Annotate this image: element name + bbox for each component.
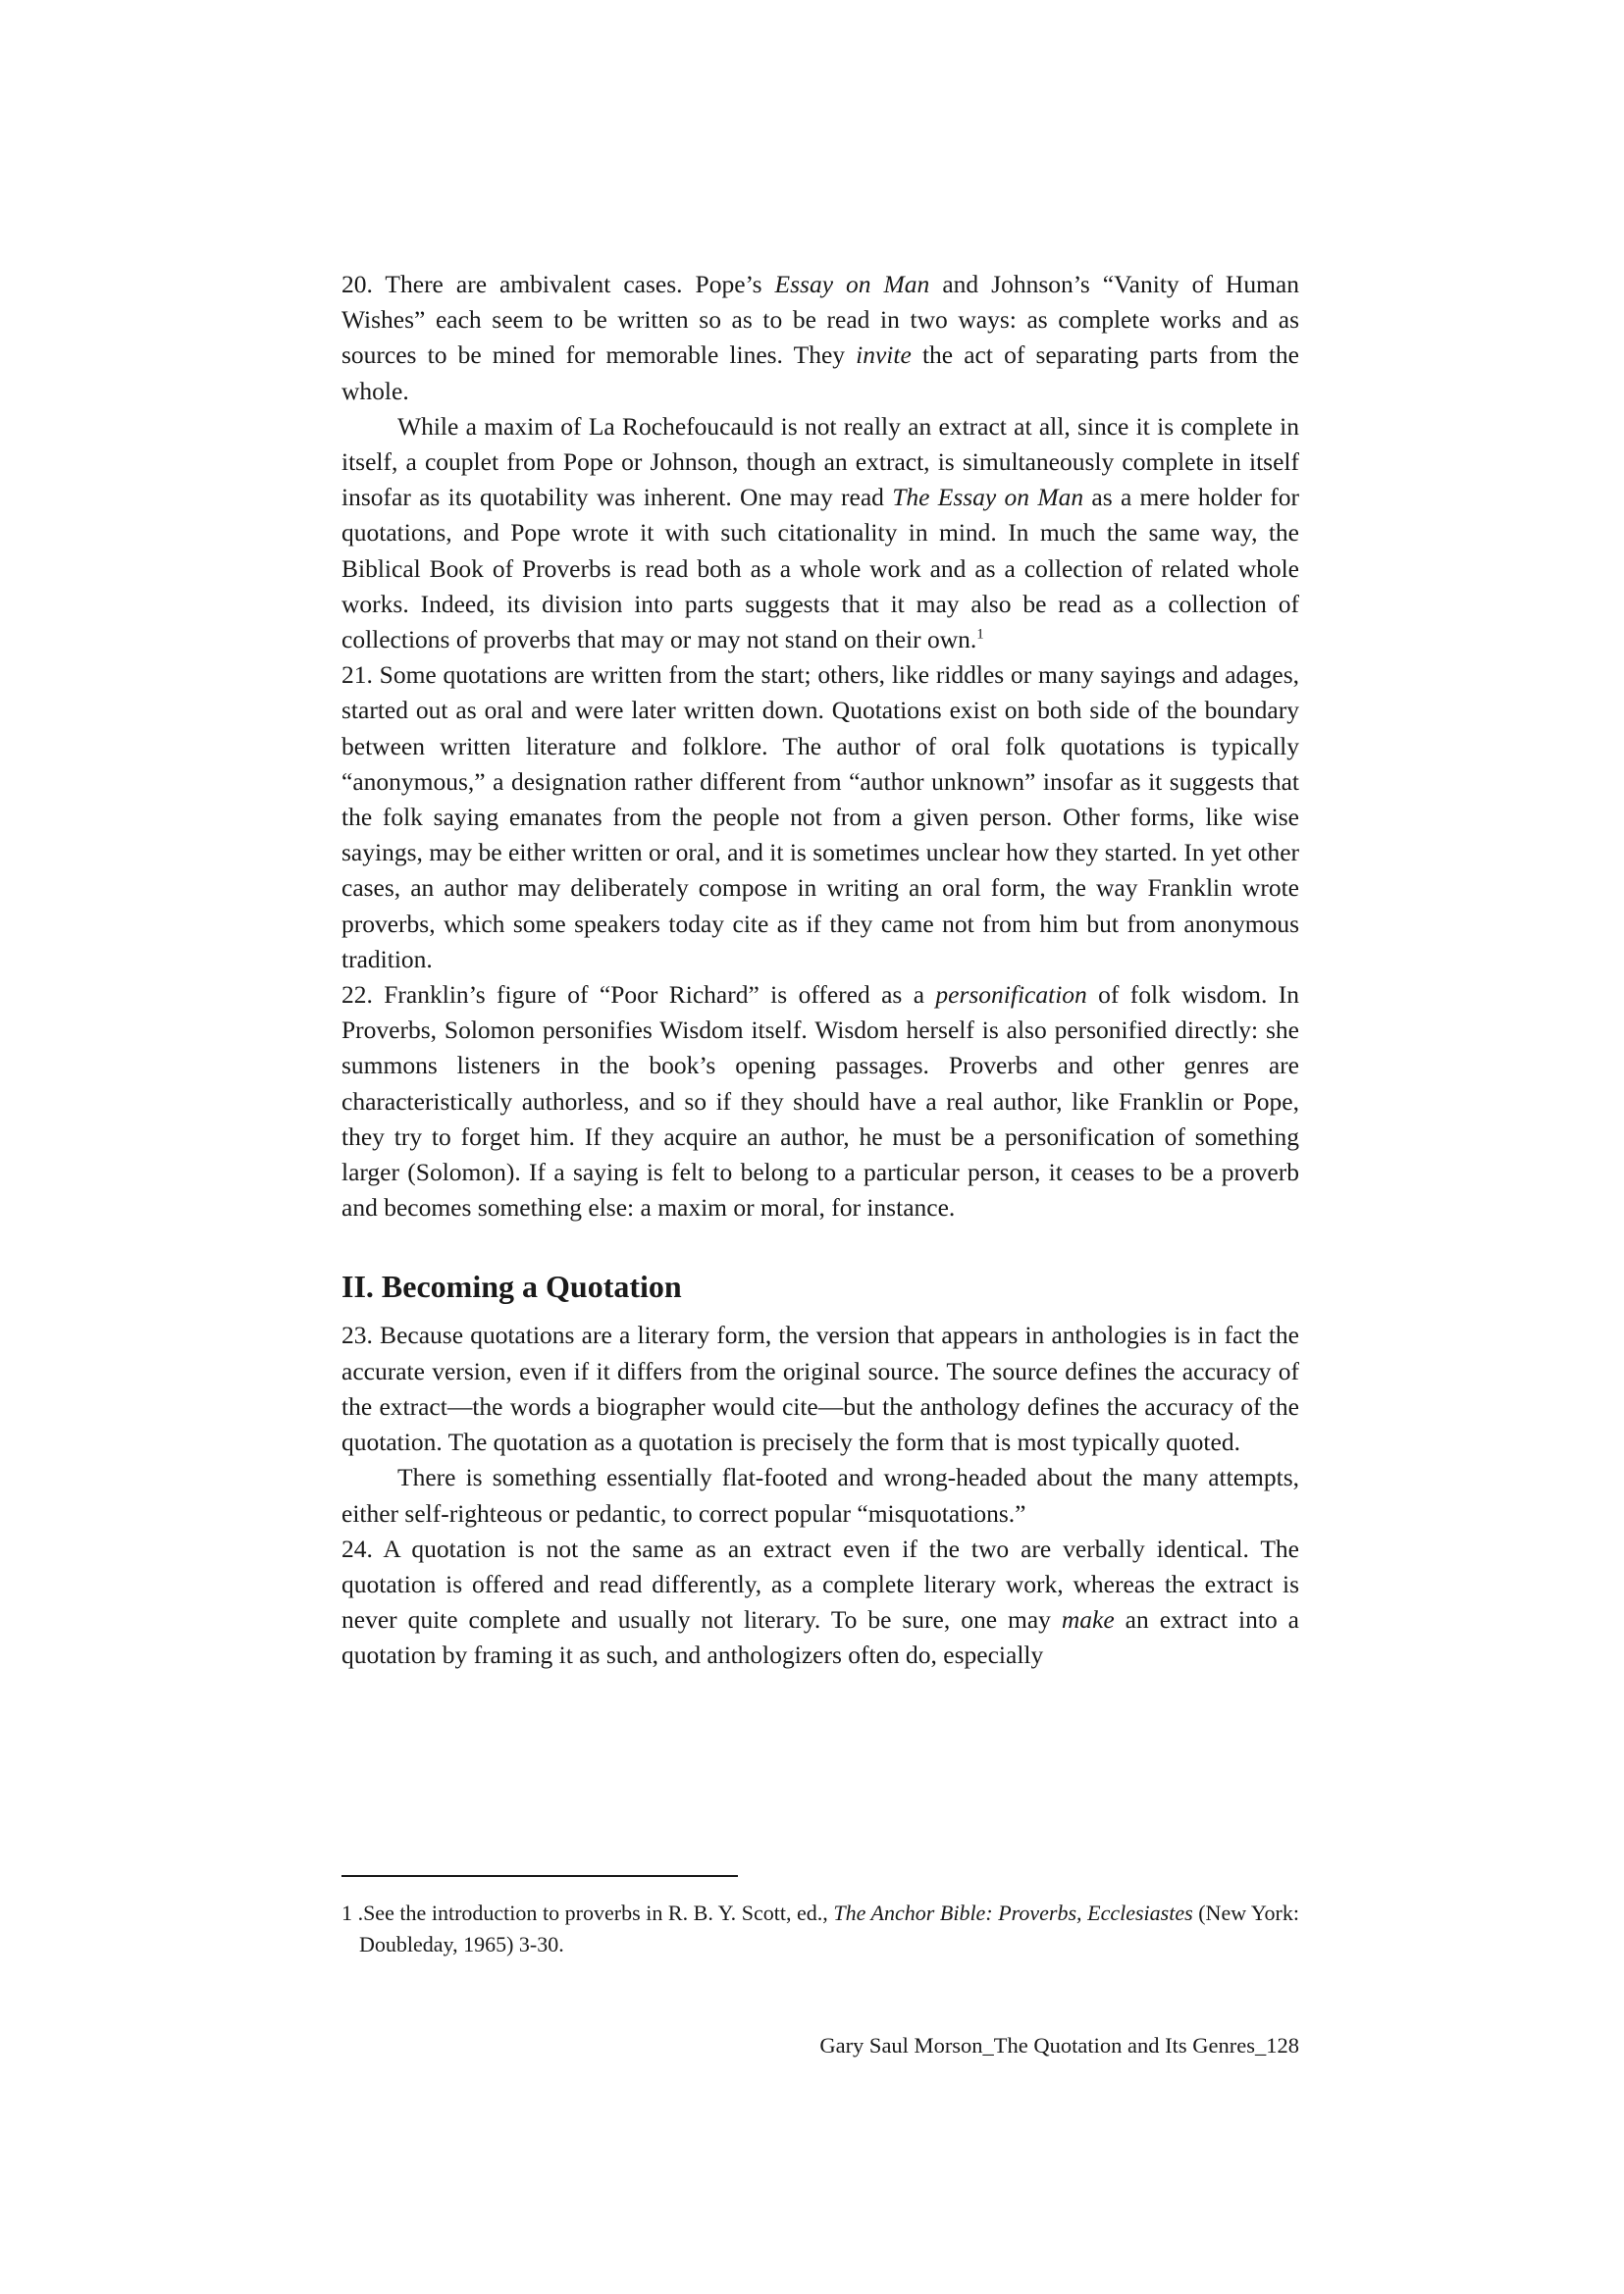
paragraph-20-continued-text-2: as a mere holder for quotations, and Pope wrote it with such citationality in mind. In much the same way, the Biblical Book of Proverbs is read both as a whole work and as a collection of related whole works. Indeed, its division into parts suggests that it may also be read as a collection of collections of proverbs that may or may not stand on their own. [341, 483, 1300, 654]
paragraph-20-text-2: and Johnson’s “Vanity of Human Wishes” each seem to be written so as to be read in two ways: as complete works and as sources to be mined for memorable lines. They [341, 270, 1299, 370]
paragraph-22 [341, 977, 1299, 1225]
paragraph-21: 21. Some quotations are written from the start; others, like riddles or many sayings and adages, started out as oral and were later written down. Quotations exist on both side of the boundary between written literature and folklore. The author of oral folk quotations is typically “anonymous,” a designation rather different from “author unknown” insofar as it suggests that the folk saying emanates from the people not from a given person. Other forms, like wise sayings, may be either written or oral, and it is sometimes unclear how they started. In yet other cases, an author may deliberately compose in writing an oral form, the way Franklin wrote proverbs, which some speakers today cite as if they came not from him but from anonymous tradition. [341, 660, 1299, 973]
title-essay-on-man: Essay on Man [774, 270, 930, 298]
paragraph-23-continued: There is something essentially flat-footed and wrong-headed about the many attempts, either self-righteous or pedantic, to correct popular “misquotations.” [341, 1463, 1299, 1528]
emphasis-personification: personification [935, 980, 1087, 1010]
paragraph-22-text-2: of folk wisdom. In Proverbs, Solomon personifies Wisdom itself. Wisdom herself is also personified directly: she summons listeners in the book’s opening passages. Proverbs and other genres are characteristically authorless, and so if they should have a real author, like Franklin or Pope, they try to forget him. If they acquire an author, he must be a personification of something larger (Solomon). If a saying is felt to belong to a particular person, it ceases to be a proverb and becomes something else: a maxim or moral, for instance. [341, 980, 1299, 1223]
footnote-1 [341, 1898, 1299, 1960]
paragraph-20 [341, 267, 1299, 409]
footnote-text-1: 1 .See the introduction to proverbs in R. B. Y. Scott, ed., [341, 1901, 834, 1925]
footnote-text-2: (New York: Doubleday, 1965) 3-30. [359, 1901, 1299, 1956]
paragraph-20-text-3: the act of separating parts from the whole. [341, 340, 1299, 405]
emphasis-make: make [1061, 1605, 1115, 1635]
page-body [341, 267, 1299, 1674]
running-footer: Gary Saul Morson_The Quotation and Its Genres_128 [819, 2033, 1299, 2058]
paragraph-24-text-1: 24. A quotation is not the same as an extract even if the two are verbally identical. The quotation is offered and read differently, as a complete literary work, whereas the extract is never quite complete and usually not literary. To be sure, one may [341, 1534, 1299, 1635]
section-heading: II. Becoming a Quotation [341, 1269, 682, 1305]
footnote-reference[interactable]: 1 [976, 626, 984, 643]
paragraph-24 [341, 1532, 1299, 1674]
paragraph-22-text-1: 22. Franklin’s figure of “Poor Richard” is offered as a [341, 980, 936, 1010]
emphasis-invite: invite [856, 340, 912, 370]
title-the-essay-on-man: The Essay on Man [892, 483, 1084, 512]
paragraph-20-continued-text-1: While a maxim of La Rochefoucauld is not really an extract at all, since it is complete in itself, a couplet from Pope or Johnson, though an extract, is simultaneously complete in itself insofar as its quotability was inherent. One may read [341, 411, 1299, 512]
footnote-book-title: The Anchor Bible: Proverbs, Ecclesiastes [833, 1901, 1193, 1925]
paragraph-20-text-1: 20. There are ambivalent cases. Pope’s [341, 270, 775, 298]
paragraph-23: 23. Because quotations are a literary form, the version that appears in anthologies is in fact the accurate version, even if it differs from the original source. The source defines the accuracy of the extract—the words a biographer would cite—but the anthology defines the accuracy of the quotation. The quotation as a quotation is precisely the form that is most typically quoted. [341, 1321, 1299, 1457]
paragraph-24-text-2: an extract into a quotation by framing it as such, and anthologizers often do, especially [341, 1605, 1299, 1670]
footnote-divider [341, 1875, 738, 1877]
paragraph-20-continued [341, 409, 1299, 657]
